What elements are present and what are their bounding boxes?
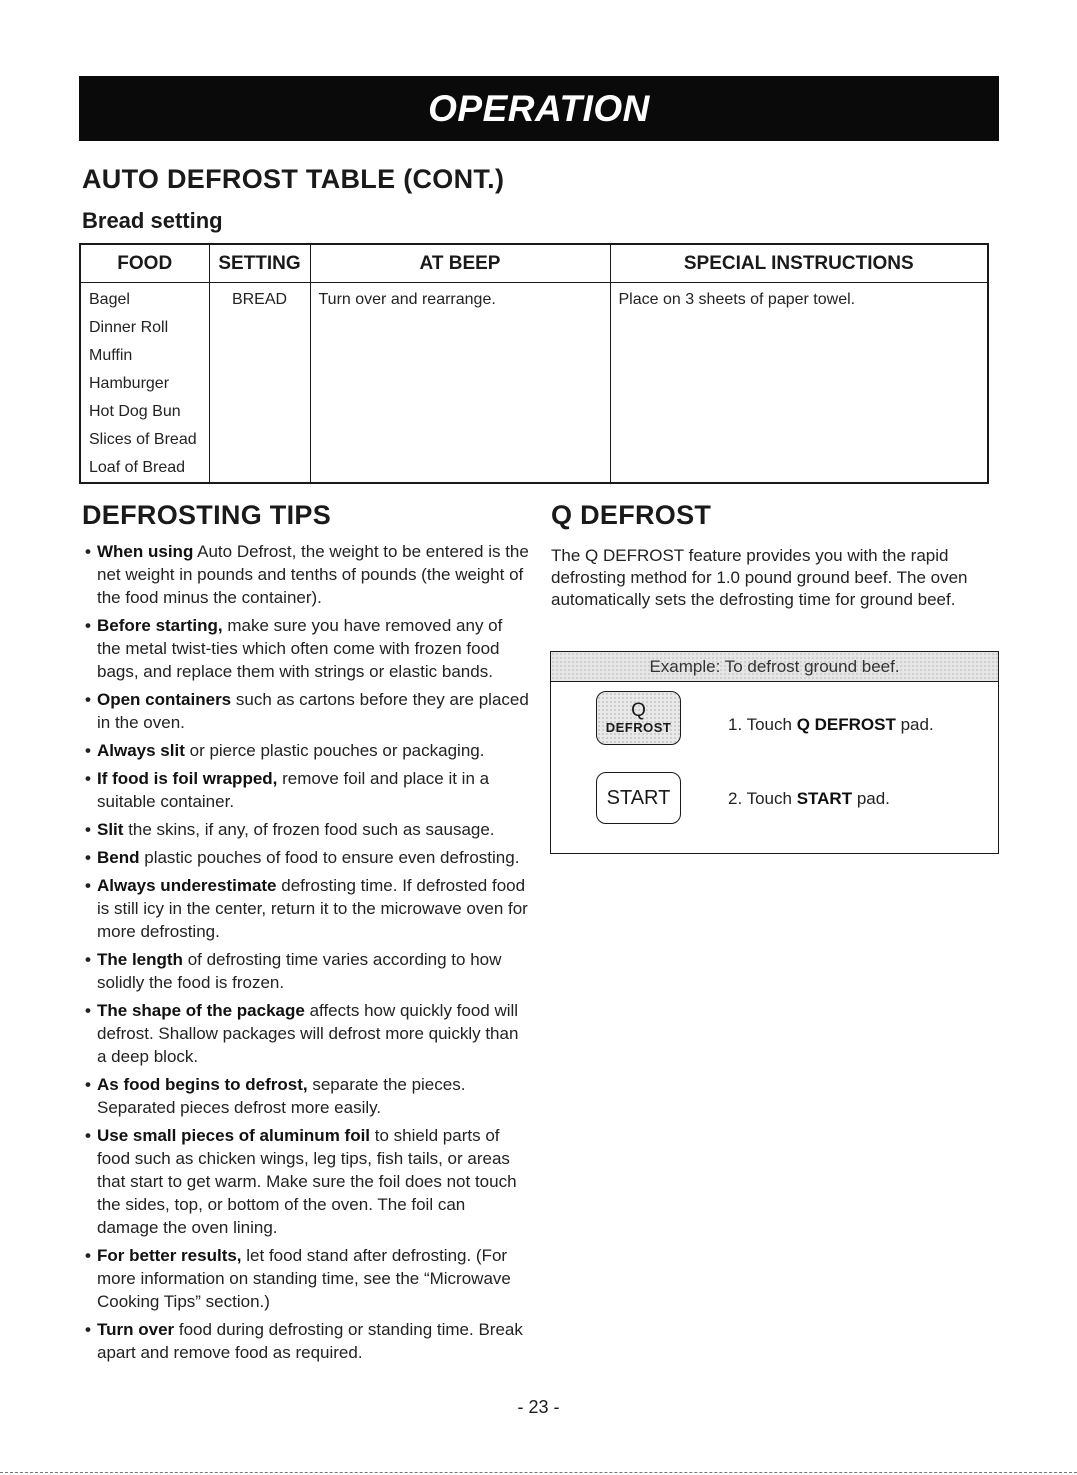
tip-text: to shield parts of food such as chicken wings, leg tips, fish tails, or areas that start to get warm. Make sure the foil does not touch the sides, top, or bottom of the oven. The foil can damage the oven lining. <box>97 1126 517 1237</box>
example-heading-text: Example: To defrost ground beef. <box>649 656 900 676</box>
q-defrost-pad-letter: Q <box>631 700 646 721</box>
header-setting: SETTING <box>209 244 310 283</box>
bullet: • <box>85 1320 91 1339</box>
tip-item <box>85 999 530 1068</box>
bullet: • <box>85 820 91 839</box>
tip-item <box>85 948 530 994</box>
tip-text: Auto Defrost, the weight to be entered is the net weight in pounds and tenths of pounds (the weight of the food minus the container). <box>97 542 529 607</box>
step-2-suffix: pad. <box>852 789 890 808</box>
header-at-beep: AT BEEP <box>310 244 610 283</box>
setting-cell: BREAD <box>209 283 310 484</box>
tip-text: make sure you have removed any of the metal twist-ties which often come with frozen food bags, and replace them with strings or elastic bands. <box>97 616 503 681</box>
q-defrost-description: The Q DEFROST feature provides you with the rapid defrosting method for 1.0 pound ground beef. The oven automatically sets the defrosting time for ground beef. <box>551 546 968 609</box>
tip-text: or pierce plastic pouches or packaging. <box>189 741 485 760</box>
q-defrost-pad-label: DEFROST <box>605 720 672 735</box>
tip-lead: Use small pieces of aluminum foil <box>97 1126 371 1145</box>
bullet: • <box>85 876 91 895</box>
tip-item <box>85 540 530 609</box>
tip-lead: Slit <box>97 820 124 839</box>
tip-lead: The shape of the package <box>97 1001 305 1020</box>
q-defrost-pad[interactable] <box>596 691 681 745</box>
tip-text: affects how quickly food will defrost. Shallow packages will defrost more quickly than a deep block. <box>97 1001 519 1066</box>
food-item: Hamburger <box>89 375 170 392</box>
header-special-instructions: SPECIAL INSTRUCTIONS <box>610 244 988 283</box>
step-1-suffix: pad. <box>895 715 934 734</box>
tip-text: defrosting time. If defrosted food is still icy in the center, return it to the microwave oven for more defrosting. <box>97 876 528 941</box>
tip-item <box>85 739 530 762</box>
bread-defrost-table <box>79 243 989 484</box>
q-defrost-title: Q DEFROST <box>551 500 712 530</box>
bullet: • <box>85 616 91 635</box>
food-item: Slices of Bread <box>89 431 197 448</box>
tip-lead: As food begins to defrost, <box>97 1075 308 1094</box>
tip-lead: Bend <box>97 848 140 867</box>
start-pad-label: START <box>606 786 671 809</box>
tip-item <box>85 1244 530 1313</box>
example-heading <box>551 652 998 682</box>
banner-title: OPERATION <box>428 87 650 129</box>
step-1-key: Q DEFROST <box>796 715 896 734</box>
bullet: • <box>85 1075 91 1094</box>
tip-lead: Always slit <box>97 741 185 760</box>
tip-text: plastic pouches of food to ensure even defrosting. <box>144 848 520 867</box>
q-defrost-example-box <box>550 651 999 854</box>
tip-lead: Turn over <box>97 1320 175 1339</box>
tip-item <box>85 874 530 943</box>
tip-text: food during defrosting or standing time. Break apart and remove food as required. <box>97 1320 523 1362</box>
tip-lead: Open containers <box>97 690 232 709</box>
food-item: Loaf of Bread <box>89 459 186 476</box>
step-2 <box>728 789 890 809</box>
bullet: • <box>85 741 91 760</box>
tip-item <box>85 1124 530 1239</box>
start-pad[interactable] <box>596 772 681 824</box>
step-2-key: START <box>796 789 853 808</box>
tip-lead: The length <box>97 950 183 969</box>
tip-item <box>85 818 530 841</box>
tip-lead: If food is foil wrapped, <box>97 769 278 788</box>
defrosting-tips-list <box>85 540 530 1369</box>
bread-setting-subtitle: Bread setting <box>82 208 223 233</box>
bullet: • <box>85 690 91 709</box>
at-beep-cell: Turn over and rearrange. <box>310 283 610 484</box>
bullet: • <box>85 769 91 788</box>
tip-item <box>85 614 530 683</box>
food-item: Bagel <box>89 291 130 308</box>
bullet: • <box>85 542 91 561</box>
bullet: • <box>85 1246 91 1265</box>
defrosting-tips-title: DEFROSTING TIPS <box>82 500 332 530</box>
bullet: • <box>85 848 91 867</box>
tip-text: the skins, if any, of frozen food such as sausage. <box>128 820 495 839</box>
tip-text: let food stand after defrosting. (For more information on standing time, see the “Microwave Cooking Tips” section.) <box>97 1246 511 1311</box>
tip-item <box>85 688 530 734</box>
page-number: - 23 - <box>517 1397 560 1417</box>
special-instructions-cell: Place on 3 sheets of paper towel. <box>618 291 856 308</box>
tip-lead: When using <box>97 542 194 561</box>
page-bottom-divider <box>0 1472 1077 1473</box>
tip-item <box>85 1073 530 1119</box>
step-2-prefix: 2. Touch <box>728 789 797 808</box>
tip-text: remove foil and place it in a suitable container. <box>97 769 490 811</box>
bullet: • <box>85 1001 91 1020</box>
tip-lead: For better results, <box>97 1246 242 1265</box>
bullet: • <box>85 950 91 969</box>
tip-item <box>85 1318 530 1364</box>
bullet: • <box>85 1126 91 1145</box>
header-food: FOOD <box>80 244 209 283</box>
food-list <box>80 283 209 484</box>
tip-text: separate the pieces. Separated pieces defrost more easily. <box>97 1075 466 1117</box>
food-item: Dinner Roll <box>89 319 169 336</box>
tip-item <box>85 846 530 869</box>
auto-defrost-title: AUTO DEFROST TABLE (CONT.) <box>82 164 505 194</box>
tip-lead: Before starting, <box>97 616 223 635</box>
operation-banner <box>79 76 999 141</box>
tip-text: such as cartons before they are placed in the oven. <box>97 690 529 732</box>
tip-text: of defrosting time varies according to how solidly the food is frozen. <box>97 950 502 992</box>
food-item: Hot Dog Bun <box>89 403 181 420</box>
step-1-prefix: 1. Touch <box>728 715 797 734</box>
food-item: Muffin <box>89 347 133 364</box>
tip-item <box>85 767 530 813</box>
step-1 <box>728 715 934 735</box>
tip-lead: Always underestimate <box>97 876 277 895</box>
